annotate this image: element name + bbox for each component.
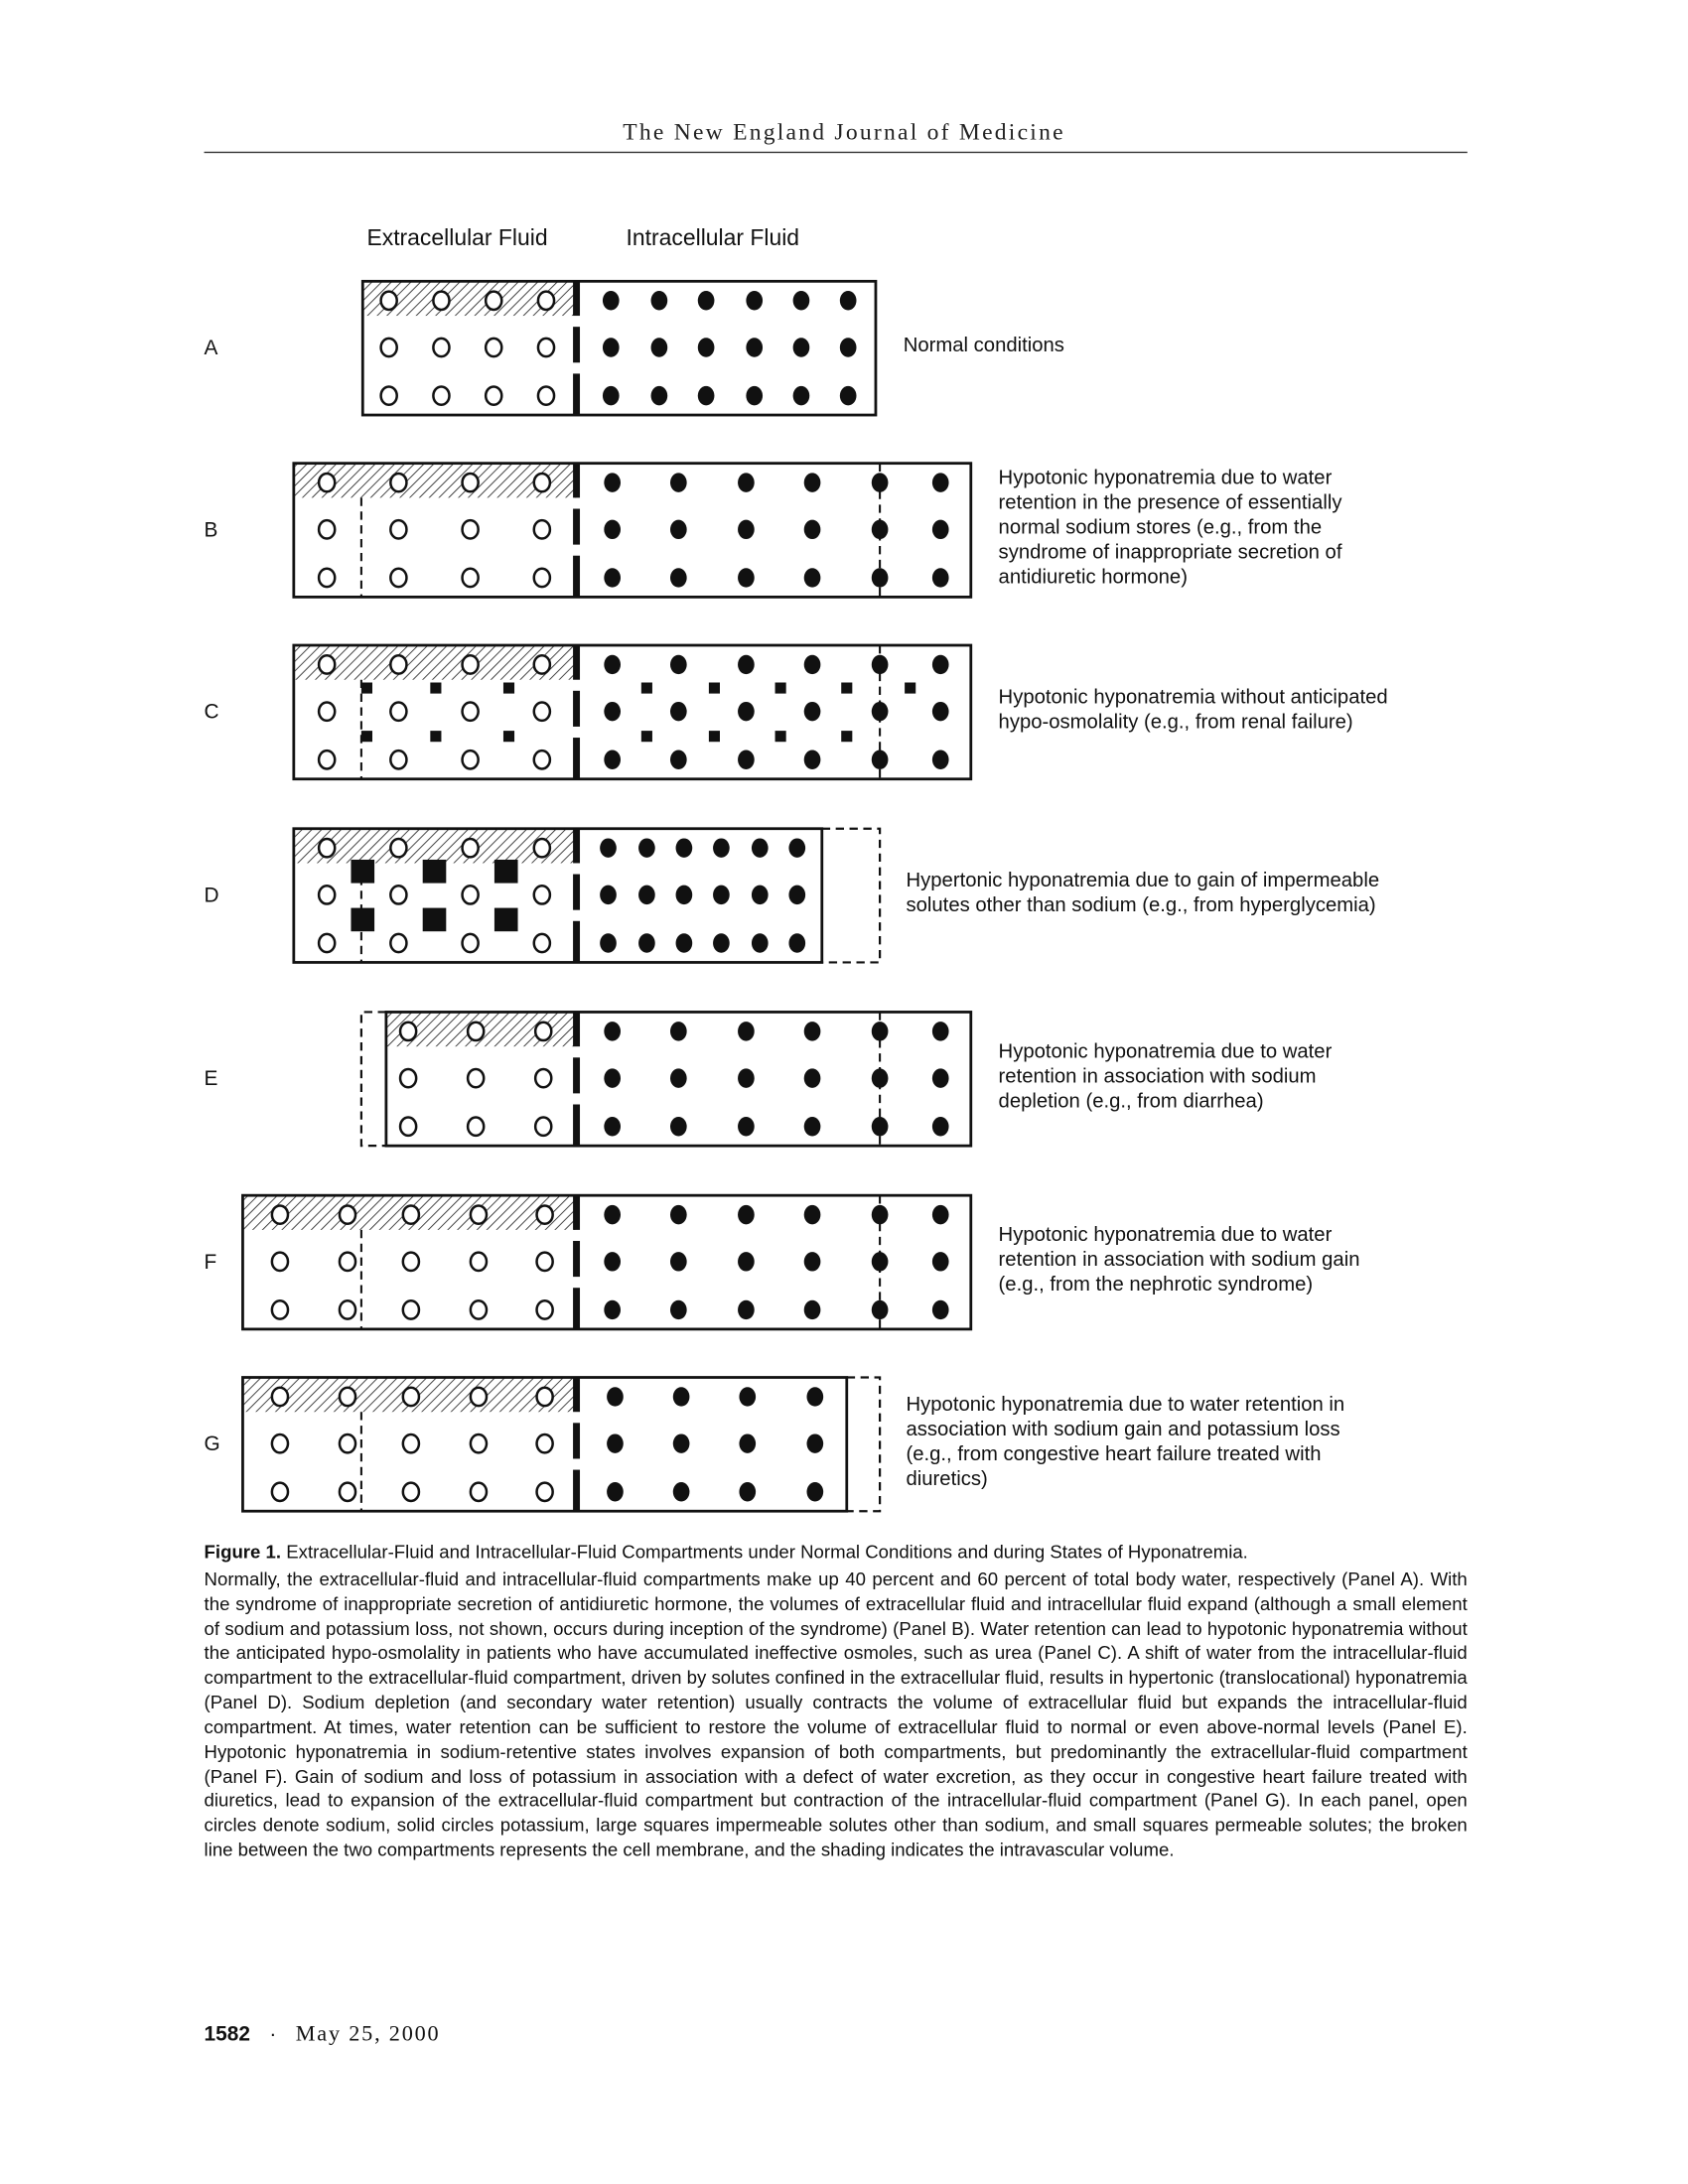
cell-membrane-segment	[573, 509, 580, 545]
potassium-solid-circle	[804, 1068, 821, 1087]
cell-membrane-segment	[573, 556, 580, 598]
sodium-open-circle	[319, 703, 335, 721]
sodium-open-circle	[381, 386, 397, 404]
potassium-solid-circle	[872, 1117, 889, 1136]
extracellular-fluid-label: Extracellular Fluid	[366, 225, 548, 251]
description-line: solutes other than sodium (e.g., from hyperglycemia)	[906, 893, 1376, 916]
potassium-solid-circle	[670, 1252, 687, 1271]
sodium-open-circle	[534, 569, 550, 587]
cell-membrane-segment	[573, 373, 580, 415]
sodium-open-circle	[403, 1253, 419, 1271]
panel-letter-a: A	[204, 336, 218, 360]
potassium-solid-circle	[804, 1252, 821, 1271]
potassium-solid-circle	[604, 1117, 621, 1136]
panel-description	[999, 466, 1342, 590]
sodium-open-circle	[403, 1434, 419, 1452]
panel-letter-c: C	[204, 700, 219, 725]
panel-letter-g: G	[204, 1433, 220, 1456]
potassium-solid-circle	[738, 702, 755, 721]
sodium-open-circle	[319, 474, 335, 491]
sodium-open-circle	[463, 655, 479, 673]
potassium-solid-circle	[807, 1387, 824, 1406]
potassium-solid-circle	[932, 1205, 949, 1224]
potassium-solid-circle	[673, 1482, 690, 1501]
description-line: Hypotonic hyponatremia due to water	[998, 1039, 1333, 1063]
potassium-solid-circle	[804, 702, 821, 721]
sodium-open-circle	[537, 1388, 553, 1406]
potassium-solid-circle	[604, 520, 621, 539]
potassium-solid-circle	[872, 702, 889, 721]
potassium-solid-circle	[600, 838, 617, 857]
description-line: antidiuretic hormone)	[998, 566, 1188, 589]
previous-volume-outline	[847, 1378, 880, 1512]
caption-label: Figure 1.	[204, 1541, 282, 1563]
potassium-solid-circle	[676, 886, 693, 904]
potassium-solid-circle	[788, 886, 805, 904]
cell-membrane-segment	[573, 1105, 580, 1147]
potassium-solid-circle	[932, 568, 949, 587]
permeable-solute-small-square	[905, 683, 915, 694]
permeable-solute-small-square	[641, 683, 652, 694]
sodium-open-circle	[486, 292, 501, 310]
potassium-solid-circle	[840, 291, 857, 310]
cell-membrane-segment	[573, 464, 580, 498]
potassium-solid-circle	[793, 338, 810, 356]
description-line: diuretics)	[906, 1467, 988, 1490]
sodium-open-circle	[535, 1069, 551, 1087]
cell-membrane-segment	[573, 281, 580, 316]
previous-volume-outline	[822, 829, 880, 963]
sodium-open-circle	[471, 1300, 487, 1318]
running-head: The New England Journal of Medicine	[623, 118, 1065, 145]
potassium-solid-circle	[670, 751, 687, 769]
potassium-solid-circle	[932, 702, 949, 721]
sodium-open-circle	[534, 839, 550, 857]
sodium-open-circle	[471, 1483, 487, 1501]
potassium-solid-circle	[670, 1300, 687, 1319]
sodium-open-circle	[272, 1434, 288, 1452]
potassium-solid-circle	[698, 386, 715, 405]
potassium-solid-circle	[872, 520, 889, 539]
description-line: (e.g., from congestive heart failure treated with	[906, 1442, 1322, 1465]
potassium-solid-circle	[638, 886, 655, 904]
potassium-solid-circle	[676, 838, 693, 857]
potassium-solid-circle	[607, 1387, 624, 1406]
potassium-solid-circle	[713, 886, 730, 904]
potassium-solid-circle	[752, 933, 769, 952]
potassium-solid-circle	[872, 655, 889, 674]
sodium-open-circle	[319, 751, 335, 768]
potassium-solid-circle	[752, 838, 769, 857]
page-number: 1582	[204, 2022, 250, 2047]
potassium-solid-circle	[793, 291, 810, 310]
potassium-solid-circle	[872, 1205, 889, 1224]
sodium-open-circle	[340, 1300, 355, 1318]
sodium-open-circle	[534, 655, 550, 673]
cell-membrane-segment	[573, 645, 580, 680]
sodium-open-circle	[400, 1023, 416, 1040]
permeable-solute-small-square	[841, 683, 852, 694]
potassium-solid-circle	[872, 1252, 889, 1271]
potassium-solid-circle	[670, 1205, 687, 1224]
potassium-solid-circle	[607, 1482, 624, 1501]
caption-body: Normally, the extracellular-fluid and intracellular-fluid compartments make up 40 percent and 60 percent of total body water, respectively (Panel A). With the syndrome of inappropriate secretion of antidiuretic hormone, the volumes of extracellular fluid and intracellular fluid expand (although a small element of sodium and potassium loss, not shown, occurs during inception of the syndrome) (Panel B). Water retention can lead to hypotonic hyponatremia without the anticipated hypo-osmolality in patients who have accumulated ineffective osmoles, such as urea (Panel C). A shift of water from the intracellular-fluid compartment to the extracellular-fluid compartment, driven by solutes confined in the extracellular fluid, results in hypertonic (translocational) hyponatremia (Panel D). Sodium depletion (and secondary water retention) usually contracts the volume of extracellular fluid but expands the intracellular-fluid compartment. At times, water retention can be sufficient to restore the volume of extracellular fluid to normal or even above-normal levels (Panel E). Hypotonic hyponatremia in sodium-retentive states involves expansion of both compartments, but predominantly the extracellular-fluid compartment (Panel F). Gain of sodium and loss of potassium in association with a defect of water excretion, as they occur in congestive heart failure treated with diuretics, lead to expansion of the extracellular-fluid compartment but contraction of the intracellular-fluid compartment (Panel G). In each panel, open circles denote sodium, solid circles potassium, large squares impermeable solutes other than sodium, and small squares permeable solutes; the broken line between the two compartments represents the cell membrane, and the shading indicates the intravascular volume.	[204, 1569, 1468, 1860]
sodium-open-circle	[390, 655, 406, 673]
sodium-open-circle	[537, 1205, 553, 1223]
sodium-open-circle	[272, 1300, 288, 1318]
permeable-solute-small-square	[503, 731, 514, 742]
sodium-open-circle	[272, 1483, 288, 1501]
sodium-open-circle	[463, 886, 479, 903]
permeable-solute-small-square	[361, 683, 372, 694]
impermeable-solute-large-square	[494, 908, 518, 932]
potassium-solid-circle	[604, 751, 621, 769]
sodium-open-circle	[433, 292, 449, 310]
cell-membrane-segment	[573, 1423, 580, 1458]
sodium-open-circle	[534, 520, 550, 538]
description-line: association with sodium gain and potassium loss	[906, 1418, 1340, 1440]
issue-date: May 25, 2000	[295, 2022, 441, 2047]
potassium-solid-circle	[788, 933, 805, 952]
sodium-open-circle	[390, 520, 406, 538]
panel-description	[904, 333, 1064, 357]
sodium-open-circle	[319, 934, 335, 952]
panel-letter-d: D	[204, 884, 219, 907]
permeable-solute-small-square	[503, 683, 514, 694]
sodium-open-circle	[534, 934, 550, 952]
sodium-open-circle	[534, 886, 550, 903]
sodium-open-circle	[272, 1205, 288, 1223]
description-line: retention in association with sodium gain	[998, 1248, 1360, 1271]
potassium-solid-circle	[739, 1433, 756, 1452]
potassium-solid-circle	[738, 473, 755, 491]
potassium-solid-circle	[698, 338, 715, 356]
potassium-solid-circle	[746, 386, 763, 405]
sodium-open-circle	[390, 569, 406, 587]
potassium-solid-circle	[604, 1205, 621, 1224]
potassium-solid-circle	[804, 520, 821, 539]
sodium-open-circle	[463, 474, 479, 491]
sodium-open-circle	[534, 703, 550, 721]
sodium-open-circle	[537, 1253, 553, 1271]
potassium-solid-circle	[738, 655, 755, 674]
description-line: retention in the presence of essentially	[998, 491, 1342, 514]
sodium-open-circle	[400, 1069, 416, 1087]
sodium-open-circle	[403, 1388, 419, 1406]
sodium-open-circle	[403, 1205, 419, 1223]
cell-membrane-segment	[573, 921, 580, 963]
permeable-solute-small-square	[641, 731, 652, 742]
sodium-open-circle	[340, 1253, 355, 1271]
potassium-solid-circle	[807, 1433, 824, 1452]
description-line: Hypotonic hyponatremia due to water	[998, 467, 1333, 489]
cell-membrane-segment	[573, 691, 580, 727]
sodium-open-circle	[433, 339, 449, 356]
sodium-open-circle	[537, 1434, 553, 1452]
potassium-solid-circle	[738, 751, 755, 769]
potassium-solid-circle	[932, 1300, 949, 1319]
potassium-solid-circle	[872, 751, 889, 769]
sodium-open-circle	[463, 703, 479, 721]
potassium-solid-circle	[603, 386, 620, 405]
panel-description	[999, 1222, 1360, 1297]
potassium-solid-circle	[932, 473, 949, 491]
potassium-solid-circle	[604, 1022, 621, 1040]
potassium-solid-circle	[603, 338, 620, 356]
description-line: depletion (e.g., from diarrhea)	[998, 1089, 1264, 1113]
panel-description	[999, 1039, 1333, 1114]
permeable-solute-small-square	[361, 731, 372, 742]
sodium-open-circle	[463, 569, 479, 587]
sodium-open-circle	[538, 339, 554, 356]
impermeable-solute-large-square	[494, 860, 518, 884]
potassium-solid-circle	[804, 1022, 821, 1040]
potassium-solid-circle	[600, 933, 617, 952]
description-line: syndrome of inappropriate secretion of	[998, 541, 1342, 564]
previous-volume-outline	[361, 1012, 386, 1146]
potassium-solid-circle	[746, 338, 763, 356]
sodium-open-circle	[390, 886, 406, 903]
potassium-solid-circle	[651, 338, 668, 356]
sodium-open-circle	[535, 1118, 551, 1136]
permeable-solute-small-square	[709, 683, 720, 694]
description-line: normal sodium stores (e.g., from the	[998, 516, 1323, 539]
potassium-solid-circle	[738, 1205, 755, 1224]
potassium-solid-circle	[604, 655, 621, 674]
caption-title: Extracellular-Fluid and Intracellular-Fluid Compartments under Normal Conditions and during States of Hyponatremia.	[286, 1541, 1248, 1563]
potassium-solid-circle	[670, 1022, 687, 1040]
sodium-open-circle	[340, 1434, 355, 1452]
panel-letter-b: B	[204, 518, 218, 542]
description-line: Hypotonic hyponatremia without anticipated	[998, 685, 1388, 709]
potassium-solid-circle	[670, 520, 687, 539]
potassium-solid-circle	[872, 1068, 889, 1087]
potassium-solid-circle	[804, 473, 821, 491]
potassium-solid-circle	[932, 751, 949, 769]
description-line: (e.g., from the nephrotic syndrome)	[998, 1273, 1314, 1296]
description-line: retention in association with sodium	[998, 1064, 1317, 1088]
potassium-solid-circle	[651, 291, 668, 310]
potassium-solid-circle	[670, 1117, 687, 1136]
potassium-solid-circle	[738, 520, 755, 539]
sodium-open-circle	[471, 1205, 487, 1223]
sodium-open-circle	[537, 1483, 553, 1501]
cell-membrane-segment	[573, 829, 580, 864]
sodium-open-circle	[400, 1118, 416, 1136]
potassium-solid-circle	[739, 1482, 756, 1501]
sodium-open-circle	[390, 703, 406, 721]
potassium-solid-circle	[738, 1300, 755, 1319]
sodium-open-circle	[340, 1388, 355, 1406]
potassium-solid-circle	[872, 568, 889, 587]
sodium-open-circle	[319, 886, 335, 903]
potassium-solid-circle	[638, 838, 655, 857]
potassium-solid-circle	[932, 1117, 949, 1136]
potassium-solid-circle	[932, 655, 949, 674]
potassium-solid-circle	[713, 838, 730, 857]
panel-letter-e: E	[204, 1067, 218, 1091]
potassium-solid-circle	[752, 886, 769, 904]
sodium-open-circle	[319, 569, 335, 587]
potassium-solid-circle	[676, 933, 693, 952]
potassium-solid-circle	[604, 568, 621, 587]
sodium-open-circle	[390, 934, 406, 952]
sodium-open-circle	[486, 339, 501, 356]
potassium-solid-circle	[670, 1068, 687, 1087]
sodium-open-circle	[390, 474, 406, 491]
potassium-solid-circle	[607, 1433, 624, 1452]
sodium-open-circle	[403, 1300, 419, 1318]
sodium-open-circle	[340, 1483, 355, 1501]
permeable-solute-small-square	[430, 731, 441, 742]
impermeable-solute-large-square	[351, 908, 374, 932]
cell-membrane-segment	[573, 738, 580, 779]
permeable-solute-small-square	[841, 731, 852, 742]
potassium-solid-circle	[670, 702, 687, 721]
cell-membrane-segment	[573, 327, 580, 362]
potassium-solid-circle	[804, 1117, 821, 1136]
sodium-open-circle	[538, 386, 554, 404]
permeable-solute-small-square	[709, 731, 720, 742]
description-line: Normal conditions	[903, 334, 1064, 357]
potassium-solid-circle	[739, 1387, 756, 1406]
sodium-open-circle	[535, 1023, 551, 1040]
potassium-solid-circle	[698, 291, 715, 310]
cell-membrane-segment	[573, 1195, 580, 1230]
permeable-solute-small-square	[775, 731, 786, 742]
potassium-solid-circle	[604, 1068, 621, 1087]
permeable-solute-small-square	[430, 683, 441, 694]
cell-membrane-segment	[573, 1378, 580, 1413]
potassium-solid-circle	[932, 1252, 949, 1271]
description-line: Hypotonic hyponatremia due to water retention in	[906, 1393, 1345, 1416]
potassium-solid-circle	[738, 568, 755, 587]
potassium-solid-circle	[872, 473, 889, 491]
potassium-solid-circle	[600, 886, 617, 904]
cell-membrane-segment	[573, 1470, 580, 1512]
potassium-solid-circle	[604, 1252, 621, 1271]
potassium-solid-circle	[738, 1068, 755, 1087]
sodium-open-circle	[468, 1023, 484, 1040]
panel-description	[999, 685, 1388, 735]
potassium-solid-circle	[804, 655, 821, 674]
sodium-open-circle	[463, 934, 479, 952]
sodium-open-circle	[403, 1483, 419, 1501]
intracellular-fluid-label: Intracellular Fluid	[626, 225, 800, 251]
potassium-solid-circle	[604, 473, 621, 491]
potassium-solid-circle	[807, 1482, 824, 1501]
sodium-open-circle	[381, 292, 397, 310]
potassium-solid-circle	[804, 1205, 821, 1224]
footer-separator: ·	[269, 2022, 277, 2047]
sodium-open-circle	[463, 751, 479, 768]
potassium-solid-circle	[604, 702, 621, 721]
sodium-open-circle	[534, 474, 550, 491]
sodium-open-circle	[272, 1388, 288, 1406]
potassium-solid-circle	[738, 1022, 755, 1040]
potassium-solid-circle	[738, 1252, 755, 1271]
panel-description	[907, 1392, 1345, 1491]
cell-membrane-segment	[573, 1288, 580, 1329]
description-line: Hypertonic hyponatremia due to gain of impermeable	[906, 869, 1380, 891]
potassium-solid-circle	[932, 520, 949, 539]
sodium-open-circle	[471, 1434, 487, 1452]
impermeable-solute-large-square	[423, 860, 447, 884]
potassium-solid-circle	[670, 473, 687, 491]
sodium-open-circle	[468, 1118, 484, 1136]
sodium-open-circle	[272, 1253, 288, 1271]
sodium-open-circle	[390, 839, 406, 857]
sodium-open-circle	[537, 1300, 553, 1318]
impermeable-solute-large-square	[351, 860, 374, 884]
potassium-solid-circle	[872, 1022, 889, 1040]
potassium-solid-circle	[738, 1117, 755, 1136]
sodium-open-circle	[463, 520, 479, 538]
potassium-solid-circle	[804, 568, 821, 587]
description-line: Hypotonic hyponatremia due to water	[998, 1223, 1333, 1246]
cell-membrane-segment	[573, 1241, 580, 1277]
potassium-solid-circle	[670, 568, 687, 587]
panel-letter-f: F	[204, 1250, 217, 1275]
potassium-solid-circle	[670, 655, 687, 674]
potassium-solid-circle	[603, 291, 620, 310]
description-line: hypo-osmolality (e.g., from renal failure)	[998, 710, 1353, 734]
potassium-solid-circle	[804, 1300, 821, 1319]
sodium-open-circle	[486, 386, 501, 404]
sodium-open-circle	[390, 751, 406, 768]
panel-description	[907, 868, 1380, 917]
potassium-solid-circle	[932, 1068, 949, 1087]
sodium-open-circle	[340, 1205, 355, 1223]
sodium-open-circle	[319, 839, 335, 857]
potassium-solid-circle	[872, 1300, 889, 1319]
cell-membrane-segment	[573, 875, 580, 910]
potassium-solid-circle	[673, 1433, 690, 1452]
potassium-solid-circle	[793, 386, 810, 405]
potassium-solid-circle	[673, 1387, 690, 1406]
sodium-open-circle	[381, 339, 397, 356]
sodium-open-circle	[319, 655, 335, 673]
sodium-open-circle	[471, 1253, 487, 1271]
sodium-open-circle	[471, 1388, 487, 1406]
cell-membrane-segment	[573, 1012, 580, 1046]
potassium-solid-circle	[788, 838, 805, 857]
potassium-solid-circle	[604, 1300, 621, 1319]
potassium-solid-circle	[651, 386, 668, 405]
figure-caption	[205, 1540, 1468, 1862]
potassium-solid-circle	[638, 933, 655, 952]
impermeable-solute-large-square	[423, 908, 447, 932]
cell-membrane-segment	[573, 1057, 580, 1093]
sodium-open-circle	[468, 1069, 484, 1087]
potassium-solid-circle	[713, 933, 730, 952]
permeable-solute-small-square	[775, 683, 786, 694]
potassium-solid-circle	[804, 751, 821, 769]
sodium-open-circle	[319, 520, 335, 538]
potassium-solid-circle	[932, 1022, 949, 1040]
sodium-open-circle	[538, 292, 554, 310]
sodium-open-circle	[463, 839, 479, 857]
potassium-solid-circle	[840, 338, 857, 356]
sodium-open-circle	[534, 751, 550, 768]
sodium-open-circle	[433, 386, 449, 404]
potassium-solid-circle	[746, 291, 763, 310]
page-footer	[205, 2023, 441, 2048]
potassium-solid-circle	[840, 386, 857, 405]
